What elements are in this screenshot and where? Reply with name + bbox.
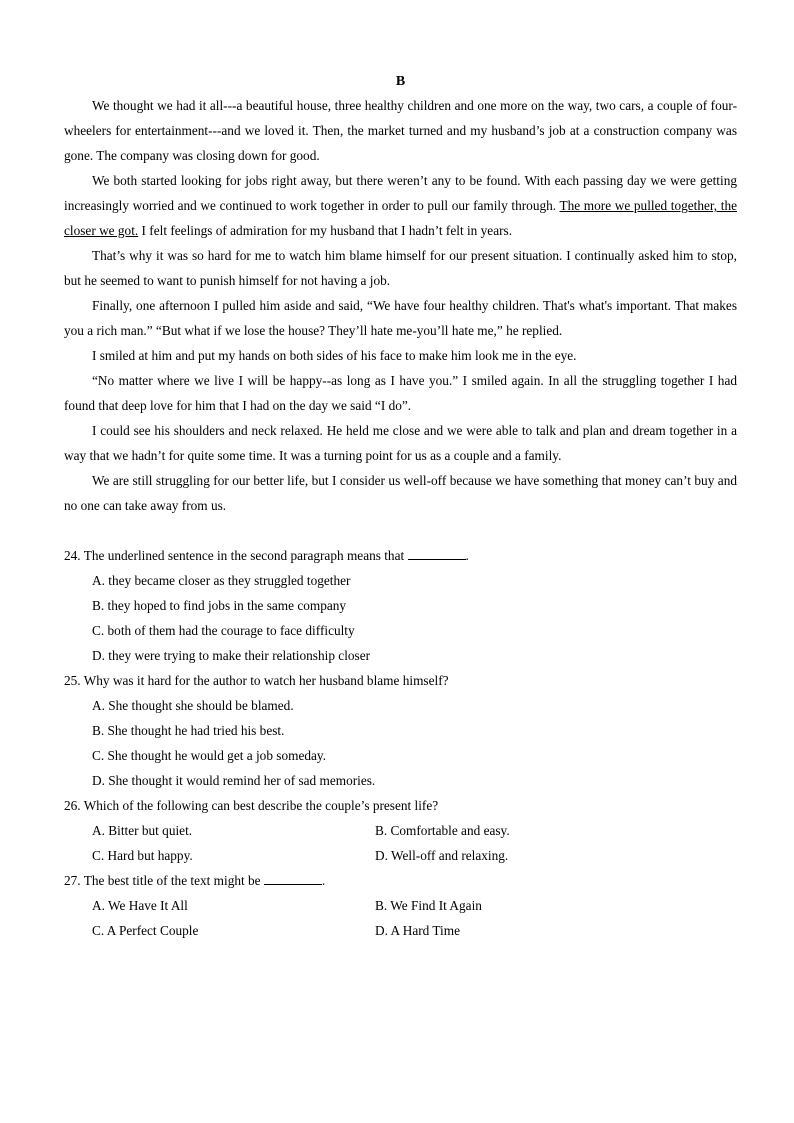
question-stem: 25. Why was it hard for the author to watch her husband blame himself?: [64, 673, 449, 688]
answer-blank[interactable]: [408, 545, 466, 560]
question-25: [64, 668, 737, 793]
option-c: C. A Perfect Couple: [92, 923, 199, 938]
question-stem: [64, 543, 737, 568]
option-b: B. they hoped to find jobs in the same company: [92, 598, 347, 613]
option-b: B. She thought he had tried his best.: [92, 723, 285, 738]
passage-paragraph-6: “No matter where we live I will be happy--as long as I have you.” I smiled again. In all the struggling together I had found that deep love for him that I had on the day we said “I do”.: [64, 373, 737, 413]
stem-text: 27. The best title of the text might be: [64, 873, 264, 888]
passage-paragraph-4: Finally, one afternoon I pulled him aside and said, “We have four healthy children. That's what's important. That makes you a rich man.” “But what if we lose the house? They’ll hate me-you’ll hate me,” he replied.: [64, 298, 737, 338]
passage-paragraph-2: [64, 168, 737, 243]
stem-end: .: [465, 548, 469, 563]
stem-end: .: [321, 873, 326, 888]
underlined-sentence: The more we pulled together, the closer we got.: [64, 198, 737, 238]
option-a: A. We Have It All: [92, 898, 188, 913]
option-a: A. they became closer as they struggled together: [92, 573, 351, 588]
option-b: B. Comfortable and easy.: [375, 823, 510, 838]
option-b: B. We Find It Again: [375, 898, 482, 913]
option-a: A. She thought she should be blamed.: [92, 698, 294, 713]
option-c: C. Hard but happy.: [92, 848, 193, 863]
option-c: C. both of them had the courage to face difficulty: [92, 623, 355, 638]
option-row: [64, 818, 737, 843]
passage-paragraph-1: We thought we had it all---a beautiful house, three healthy children and one more on the way, two cars, a couple of four-wheelers for entertainment---and we loved it. Then, the market turned and my husband’s job at a construction company was gone. The company was closing down for good.: [64, 98, 737, 163]
paragraph-2-text-after: I felt feelings of admiration for my husband that I hadn’t felt in years.: [138, 223, 513, 238]
question-list: [64, 543, 737, 943]
option-d: D. A Hard Time: [375, 923, 460, 938]
section-title: B: [395, 74, 406, 89]
stem-text: 24. The underlined sentence in the second paragraph means that: [64, 548, 408, 563]
option-c: C. She thought he would get a job someday.: [92, 748, 327, 763]
reading-passage: [64, 93, 737, 518]
answer-blank[interactable]: [264, 870, 322, 885]
question-26: [64, 793, 737, 868]
question-24: [64, 543, 737, 668]
option-row: [64, 918, 737, 943]
option-d: D. She thought it would remind her of sad memories.: [92, 773, 376, 788]
passage-paragraph-5: I smiled at him and put my hands on both sides of his face to make him look me in the eye.: [92, 348, 577, 363]
paragraph-2-text-before: We both started looking for jobs right away, but there weren’t any to be found. With each passing day we were getting increasingly worried and we continued to work together in order to pull our family through.: [64, 173, 737, 213]
passage-paragraph-8: We are still struggling for our better life, but I consider us well-off because we have something that money can’t buy and no one can take away from us.: [64, 473, 737, 513]
question-stem: 26. Which of the following can best describe the couple’s present life?: [64, 798, 439, 813]
option-d: D. they were trying to make their relationship closer: [92, 648, 371, 663]
question-stem: [64, 868, 737, 893]
passage-paragraph-3: That’s why it was so hard for me to watch him blame himself for our present situation. I continually asked him to stop, but he seemed to want to punish himself for not having a job.: [64, 248, 737, 288]
passage-paragraph-7: I could see his shoulders and neck relaxed. He held me close and we were able to talk and plan and dream together in a way that we hadn’t for quite some time. It was a turning point for us as a couple and a family.: [64, 423, 737, 463]
option-d: D. Well-off and relaxing.: [375, 848, 509, 863]
option-a: A. Bitter but quiet.: [92, 823, 193, 838]
option-row: [64, 893, 737, 918]
question-27: [64, 868, 737, 943]
option-row: [64, 843, 737, 868]
